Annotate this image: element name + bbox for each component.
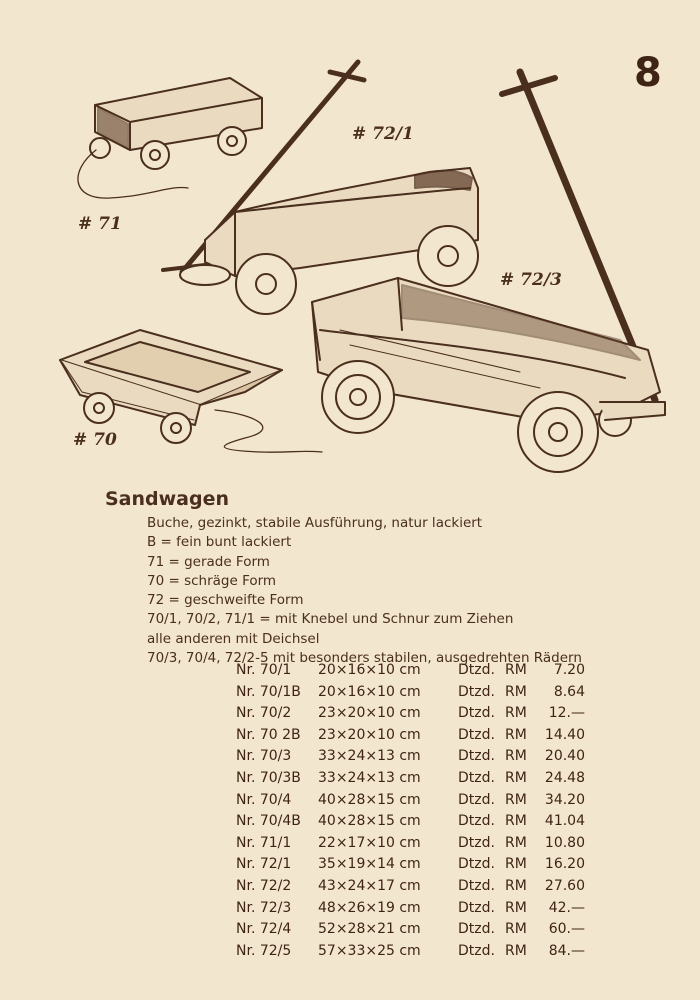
item-currency: RM [505, 662, 527, 678]
price-row [236, 811, 585, 833]
description-line: 72 = geschweifte Form [147, 592, 304, 609]
item-price: 7.20 [553, 662, 585, 678]
item-number: Nr. 70/3B [236, 769, 301, 786]
item-price: 24.48 [544, 769, 585, 786]
price-row [236, 833, 585, 855]
label-72-1: # 72/1 [352, 124, 414, 144]
item-currency: RM [505, 705, 527, 722]
price-row [236, 790, 585, 812]
item-size: 33×24×13 cm [318, 748, 421, 765]
item-unit: Dtzd. [458, 856, 495, 873]
description-block [147, 514, 582, 668]
item-number: Nr. 70 2B [236, 726, 301, 743]
item-currency: RM [505, 921, 527, 938]
item-price: 84.— [548, 942, 585, 959]
item-currency: RM [505, 791, 527, 808]
item-size: 22×17×10 cm [318, 834, 421, 851]
item-unit: Dtzd. [458, 899, 495, 916]
item-number: Nr. 72/2 [236, 877, 292, 894]
item-currency: RM [505, 877, 527, 894]
item-number: Nr. 72/4 [236, 921, 292, 938]
item-number: Nr. 72/5 [236, 942, 292, 959]
item-number: Nr. 70/4 [236, 791, 292, 808]
item-number: Nr. 72/1 [236, 856, 292, 873]
price-row [236, 682, 585, 704]
item-size: 35×19×14 cm [318, 856, 421, 873]
item-unit: Dtzd. [458, 748, 495, 765]
item-size: 33×24×13 cm [318, 769, 421, 786]
item-price: 27.60 [544, 877, 585, 894]
price-row [236, 746, 585, 768]
price-row [236, 941, 585, 963]
label-70: # 70 [73, 430, 117, 450]
item-unit: Dtzd. [458, 683, 495, 700]
item-unit: Dtzd. [458, 834, 495, 851]
item-unit: Dtzd. [458, 921, 495, 938]
item-size: 52×28×21 cm [318, 921, 421, 938]
item-size: 40×28×15 cm [318, 813, 421, 830]
item-unit: Dtzd. [458, 791, 495, 808]
item-price: 41.04 [544, 813, 585, 830]
price-row [236, 660, 585, 682]
item-number: Nr. 70/4B [236, 813, 301, 830]
item-currency: RM [505, 748, 527, 765]
item-number: Nr. 70/3 [236, 748, 292, 765]
item-price: 10.80 [544, 834, 585, 851]
item-number: Nr. 72/3 [236, 899, 292, 916]
item-size: 23×20×10 cm [318, 705, 421, 722]
item-size: 23×20×10 cm [318, 726, 421, 743]
description-line: Buche, gezinkt, stabile Ausführung, natur lackiert [147, 515, 483, 531]
item-size: 57×33×25 cm [318, 942, 421, 959]
price-row [236, 703, 585, 725]
description-line: 70/1, 70/2, 71/1 = mit Knebel und Schnur zum Ziehen [147, 611, 514, 628]
price-row [236, 854, 585, 876]
item-unit: Dtzd. [458, 942, 495, 959]
item-price: 60.— [548, 921, 585, 938]
sandwagen-illustration [0, 0, 700, 480]
wagon-71-drawing [78, 78, 262, 198]
description-line: B = fein bunt lackiert [147, 534, 292, 551]
page-number: 8 [634, 50, 662, 96]
price-list [236, 660, 585, 962]
item-price: 34.20 [544, 791, 585, 808]
item-number: Nr. 71/1 [236, 834, 292, 851]
item-number: Nr. 70/2 [236, 705, 292, 722]
item-price: 20.40 [544, 748, 585, 765]
section-title: Sandwagen [105, 488, 230, 510]
label-71: # 71 [78, 214, 122, 234]
price-row [236, 768, 585, 790]
item-unit: Dtzd. [458, 662, 495, 678]
item-unit: Dtzd. [458, 769, 495, 786]
item-unit: Dtzd. [458, 726, 495, 743]
item-currency: RM [505, 942, 527, 959]
description-line: 71 = gerade Form [147, 553, 270, 570]
item-price: 14.40 [544, 726, 585, 743]
item-currency: RM [505, 899, 527, 916]
price-row [236, 919, 585, 941]
item-currency: RM [505, 813, 527, 830]
item-currency: RM [505, 834, 527, 851]
item-unit: Dtzd. [458, 877, 495, 894]
item-currency: RM [505, 769, 527, 786]
description-line: 70 = schräge Form [147, 572, 277, 589]
item-currency: RM [505, 856, 527, 873]
label-72-3: # 72/3 [500, 270, 562, 290]
item-unit: Dtzd. [458, 813, 495, 830]
item-currency: RM [505, 726, 527, 743]
item-size: 40×28×15 cm [318, 791, 421, 808]
item-number: Nr. 70/1 [236, 662, 292, 678]
price-row [236, 725, 585, 747]
item-price: 16.20 [544, 856, 585, 873]
description-line: 70/3, 70/4, 72/2-5 mit besonders stabilen, ausgedrehten Rädern [147, 650, 582, 667]
item-size: 20×16×10 cm [318, 662, 421, 678]
item-price: 12.— [548, 705, 585, 722]
item-price: 42.— [548, 899, 585, 916]
description-line: alle anderen mit Deichsel [147, 630, 320, 647]
item-size: 20×16×10 cm [318, 683, 421, 700]
price-row [236, 876, 585, 898]
item-currency: RM [505, 683, 527, 700]
item-price: 8.64 [553, 683, 585, 700]
price-row [236, 898, 585, 920]
item-size: 43×24×17 cm [318, 877, 421, 894]
item-size: 48×26×19 cm [318, 899, 421, 916]
item-number: Nr. 70/1B [236, 683, 301, 700]
item-unit: Dtzd. [458, 705, 495, 722]
